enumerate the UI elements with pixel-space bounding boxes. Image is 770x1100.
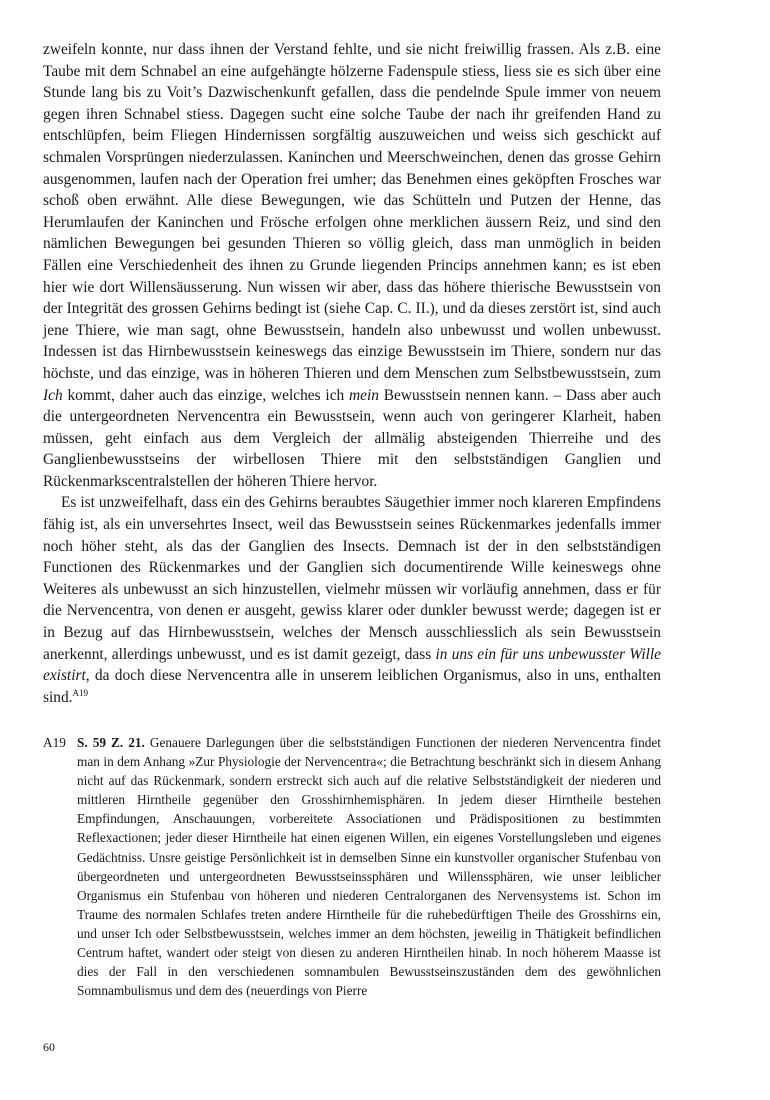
paragraph-1-text-c: Bewusstsein nennen kann. – Dass aber auch die untergeordneten Nervencentra ein Bewusstsein, wenn auch von geringerer Klarheit, haben müssen, geht einfach aus dem Vergleich der allmälig absteigenden Thierreihe und des Ganglienbewusstseins der wirbellosen Thiere mit den selbstständigen Ganglien und Rückenmarkscentralstellen der höheren Thiere hervor. xyxy=(43,386,661,490)
page-number: 60 xyxy=(43,1040,55,1054)
paragraph-2-text-a: Es ist unzweifelhaft, dass ein des Gehirns beraubtes Säugethier immer noch klareren Empfindens fähig ist, als ein unversehrtes Insect, weil das Bewusstsein seines Rückenmarkes jedenfalls immer noch höher steht, als das der Ganglien des Insects. Demnach ist der in den selbstständigen Functionen des Rückenmarkes und der Ganglien sich documentirende Wille keineswegs ohne Weiteres als unbewusst an sich hinzustellen, vielmehr müssen wir vorläufig annehmen, dass er für die Nervencentra, von denen er ausgeht, gewiss klarer oder dunkler bewusst werde; dagegen ist er in Bezug auf das Hirnbewusstsein, welches der Mensch ausschliesslich als sein Bewusstsein anerkennt, allerdings unbewusst, und es ist damit gezeigt, dass xyxy=(43,494,661,663)
footnote-label: A19 xyxy=(43,735,66,750)
paragraph-1 xyxy=(43,39,661,492)
paragraph-1-text-a: zweifeln konnte, nur dass ihnen der Verstand fehlte, und sie nicht freiwillig frassen. Als z.B. eine Taube mit dem Schnabel an eine aufgehängte hölzerne Fadenspule stiess, liess sie es sich über eine Stunde lang bis zu Voit’s Dazwischenkunft gefallen, dass die pendelnde Spule immer von neuem gegen ihren Schnabel stiess. Dagegen sucht eine solche Taube der nach ihr greifenden Hand zu entschlüpfen, beim Fliegen Hindernissen sorgfältig auszuweichen und weiss sich geschickt auf schmalen Vorsprüngen niederzulassen. Kaninchen und Meerschweinchen, denen das grosse Gehirn ausgenommen, laufen nach der Operation frei umher; das Benehmen eines geköpften Frosches war schoß oben erwähnt. Alle diese Bewegungen, wie das Schütteln und Putzen der Henne, das Herumlaufen der Kaninchen und Frösche erfolgen ohne merklichen äussern Reiz, und sind den nämlichen Bewegungen bei gesunden Thieren so völlig gleich, dass man unmöglich in beiden Fällen eine Verschiedenheit des ihnen zu Grunde liegenden Princips annehmen kann; es ist eben hier wie dort Willensäusserung. Nun wissen wir aber, dass das höhere thierische Bewusstsein von der Integrität des grossen Gehirns bedingt ist (siehe Cap. C. II.), und da dieses zerstört ist, sind auch jene Thiere, wie man sagt, ohne Bewusstsein, handeln also unbewusst und wollen unbewusst. Indessen ist das Hirnbewusstsein keineswegs das einzige Bewusstsein im Thiere, sondern nur das höchste, und das einzige, was in höheren Thieren und dem Menschen zum Selbstbewusstsein, zum xyxy=(43,41,661,382)
paragraph-2 xyxy=(43,492,661,708)
emphasis-ich: Ich xyxy=(43,386,63,404)
paragraph-2-text-b: , da doch diese Nervencentra alle in unserem leiblichen Organismus, also in uns, enthalten sind. xyxy=(43,667,661,706)
footnote-body xyxy=(77,733,661,1000)
footnote-text: Genauere Darlegungen über die selbstständigen Functionen der niederen Nervencentra findet man in dem Anhang »Zur Physiologie der Nervencentra«; die Betrachtung beschränkt sich in diesem Anhang nicht auf das Rückenmark, sondern erstreckt sich auch auf die relative Selbstständigkeit der niederen und mittleren Hirntheile gegenüber den Grosshirnhemisphären. In jedem dieser Hirntheile bestehen Empfindungen, Anschauungen, vorbereitete Associationen und Prädispositionen zu bestimmten Reflexactionen; jeder dieser Hirntheile hat einen eigenen Willen, ein eigenes Vorstellungsleben und eigenes Gedächtniss. Unsre geistige Persönlichkeit ist in demselben Sinne ein kunstvoller organischer Stufenbau von übergeordneten und untergeordneten Bewusstseinssphären und Willenssphären, wie unser leiblicher Organismus ein Stufenbau von höheren und niederen Centralorganen des Nervensystems ist. Schon im Traume des normalen Schlafes treten andere Hirntheile für die ruhebedürftigen Theile des Grosshirns ein, und unser Ich oder Selbstbewusstsein, welches immer an dem höchsten, jeweilig in Thätigkeit befindlichen Centrum haftet, wandert oder steigt von diesen zu anderen Hirntheilen hinab. In noch höherem Maasse ist dies der Fall in den verschiedenen somnambulen Bewusstseinszuständen dem des gewöhnlichen Somnambulismus und dem des (neuerdings von Pierre xyxy=(77,735,661,999)
paragraph-1-text-b: kommt, daher auch das einzige, welches ich xyxy=(62,386,350,404)
footnote xyxy=(43,733,661,1000)
emphasis-mein: mein xyxy=(349,386,379,404)
main-text xyxy=(43,39,661,708)
footnote-lead: S. 59 Z. 21. xyxy=(77,735,145,750)
footnote-reference[interactable]: A19 xyxy=(72,687,89,698)
emphasis-unconscious-will: in uns ein für uns unbewusster Wille existirt xyxy=(43,645,661,685)
